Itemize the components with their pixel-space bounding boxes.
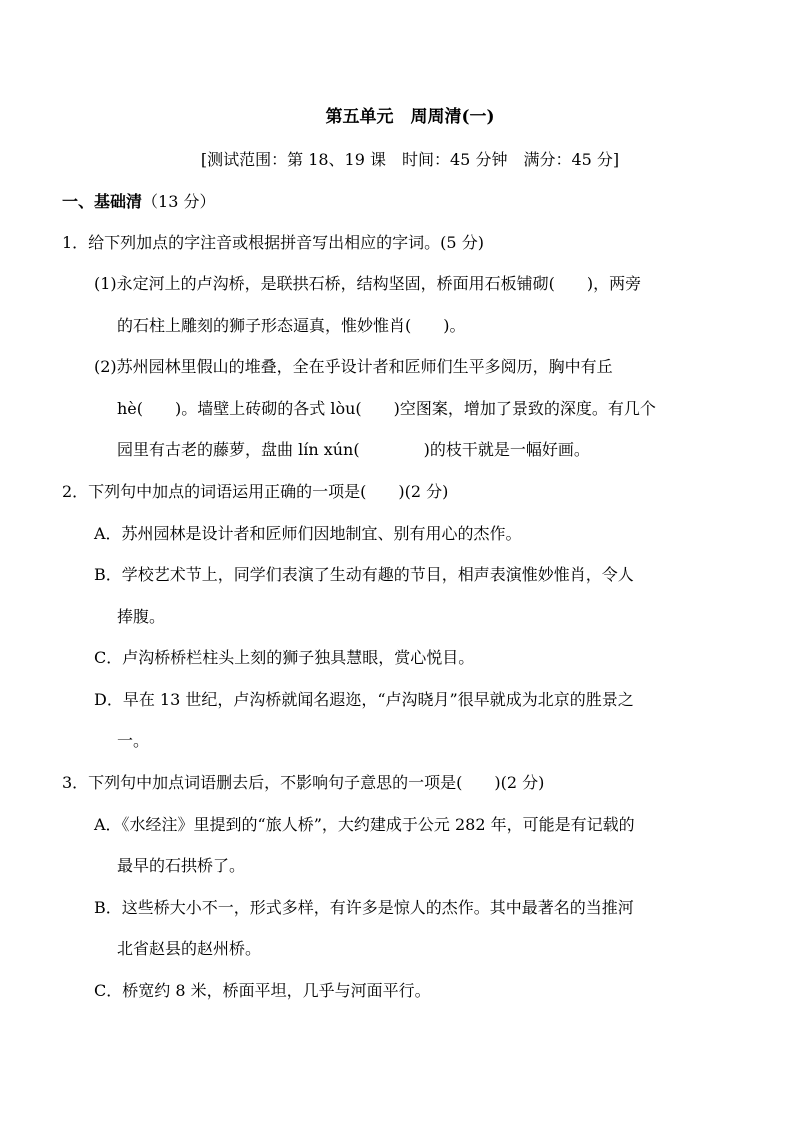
section-heading-score: （13 分） [142,192,216,211]
question-1-part-1-line-2: 的石柱上雕刻的狮子形态逼真，惟妙惟肖( )。 [117,316,466,335]
question-1-part-2-line-1: (2)苏州园林里假山的堆叠，全在乎设计者和匠师们生平多阅历，胸中有丘 [94,357,613,376]
question-1-part-2-line-3: 园里有古老的藤萝，盘曲 lín xún( )的枝干就是一幅好画。 [117,440,590,459]
question-3-option-a-line-2: 最早的石拱桥了。 [117,856,246,875]
question-1-stem: 1．给下列加点的字注音或根据拼音写出相应的字词。(5 分) [62,233,484,252]
question-2-option-b-line-2: 捧腹。 [117,607,166,626]
question-2-option-a: A．苏州园林是设计者和匠师们因地制宜、别有用心的杰作。 [94,524,522,543]
question-2-option-d-line-1: D．早在 13 世纪，卢沟桥就闻名遐迩，“卢沟晓月”很早就成为北京的胜景之 [94,690,634,709]
section-heading [62,192,215,212]
test-scope-info: [测试范围：第 18、19 课 时间：45 分钟 满分：45 分] [200,150,620,169]
question-3-option-b-line-2: 北省赵县的赵州桥。 [117,939,262,958]
question-3-option-c: C．桥宽约 8 米，桥面平坦，几乎与河面平行。 [94,981,431,1000]
question-3-option-b-line-1: B．这些桥大小不一，形式多样，有许多是惊人的杰作。其中最著名的当推河 [94,898,634,917]
question-2-option-b-line-1: B．学校艺术节上，同学们表演了生动有趣的节目，相声表演惟妙惟肖，令人 [94,565,634,584]
question-1-part-2-line-2: hè( )。墙壁上砖砌的各式 lòu( )空图案，增加了景致的深度。有几个 [117,399,656,418]
question-1-part-1-line-1: (1)永定河上的卢沟桥，是联拱石桥，结构坚固，桥面用石板铺砌( )，两旁 [94,274,642,293]
question-3-stem: 3．下列句中加点词语删去后，不影响句子意思的一项是( )(2 分) [62,773,545,792]
question-2-option-d-line-2: 一。 [117,731,150,750]
question-2-stem: 2．下列句中加点的词语运用正确的一项是( )(2 分) [62,482,449,501]
question-3-option-a-line-1: A．《水经注》里提到的“旅人桥”，大约建成于公元 282 年，可能是有记载的 [94,815,635,834]
section-heading-label: 一、基础清 [62,192,143,211]
page-title: 第五单元 周周清(一) [325,107,495,127]
question-2-option-c: C．卢沟桥桥栏柱头上刻的狮子独具慧眼，赏心悦目。 [94,648,475,667]
